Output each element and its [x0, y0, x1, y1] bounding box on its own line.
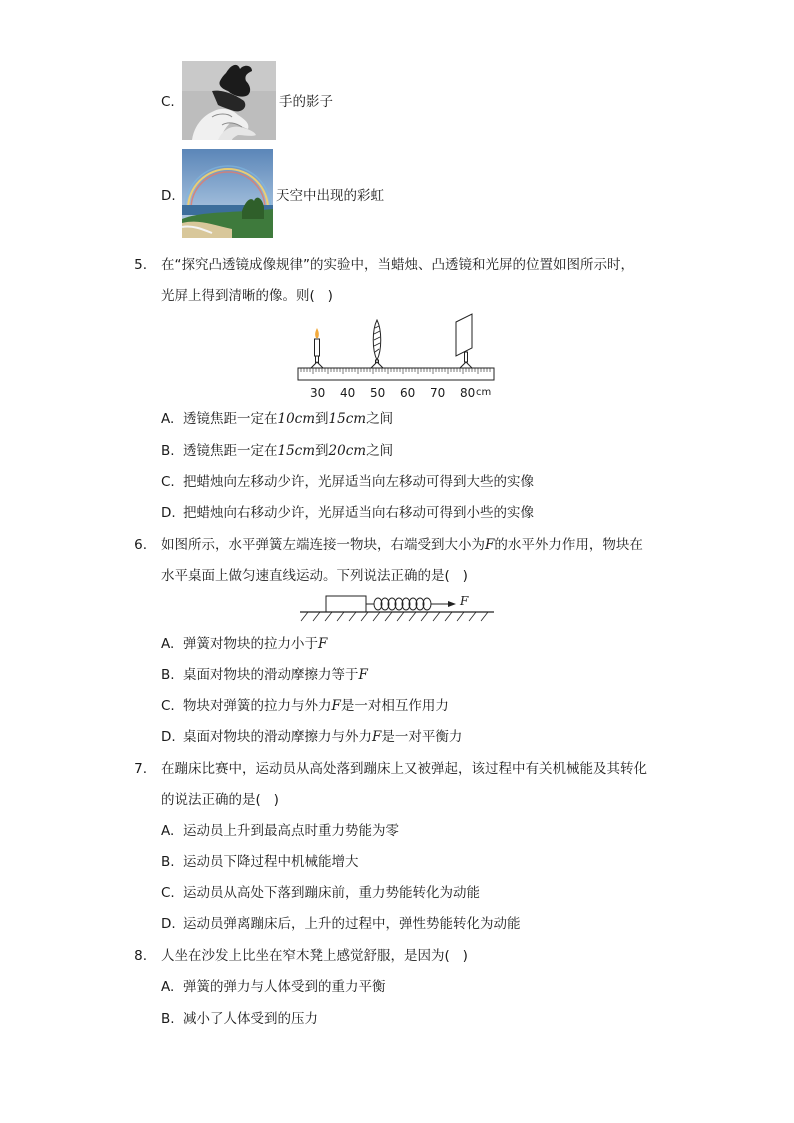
ruler-tick-label: 30	[310, 386, 326, 400]
question-number: 5.	[134, 257, 147, 273]
q4-option-c	[161, 92, 175, 112]
ruler-unit: cm	[476, 387, 492, 398]
q7-option-d: D. 运动员弹离蹦床后，上升的过程中，弹性势能转化为动能	[161, 916, 521, 932]
q5-option-d: D. 把蜡烛向右移动少许，光屏适当向右移动可得到小些的实像	[161, 505, 534, 521]
question-number: 7.	[134, 761, 147, 777]
q4-option-d-text: 天空中出现的彩虹	[276, 188, 384, 204]
q6-option-d: D. 桌面对物块的滑动摩擦力与外力F是一对平衡力	[161, 729, 463, 745]
q5-option-a: A. 透镜焦距一定在10cm到15cm之间	[161, 411, 394, 427]
spring-block-figure	[296, 590, 496, 624]
q6-option-b: B. 桌面对物块的滑动摩擦力等于F	[161, 667, 368, 683]
q5-stem-line2: 光屏上得到清晰的像。则( )	[161, 288, 333, 304]
question-number: 6.	[134, 537, 147, 553]
option-label: D.	[161, 188, 176, 204]
option-label: C.	[161, 94, 175, 110]
ruler-tick-label: 40	[340, 386, 356, 400]
q6-stem-line2: 水平桌面上做匀速直线运动。下列说法正确的是( )	[161, 568, 468, 584]
q7-stem-line1: 在蹦床比赛中，运动员从高处落到蹦床上又被弹起，该过程中有关机械能及其转化	[161, 761, 647, 777]
q8-stem-line1: 人坐在沙发上比坐在窄木凳上感觉舒服，是因为( )	[161, 948, 468, 964]
q7-option-a: A. 运动员上升到最高点时重力势能为零	[161, 823, 399, 839]
q5-stem-line1: 在“探究凸透镜成像规律”的实验中，当蜡烛、凸透镜和光屏的位置如图所示时，	[161, 257, 634, 273]
hand-shadow-image	[182, 61, 276, 140]
q7-option-b: B. 运动员下降过程中机械能增大	[161, 854, 359, 870]
q4-option-c-text: 手的影子	[279, 94, 333, 110]
question-number: 8.	[134, 948, 147, 964]
q4-option-d	[161, 186, 176, 206]
force-label: F	[460, 594, 469, 608]
ruler-tick-label: 80	[460, 386, 476, 400]
ruler-tick-label: 60	[400, 386, 416, 400]
q6-stem-line1: 如图所示，水平弹簧左端连接一物块，右端受到大小为F的水平外力作用，物块在	[161, 537, 643, 553]
q8-option-a: A. 弹簧的弹力与人体受到的重力平衡	[161, 979, 386, 995]
q6-option-c: C. 物块对弹簧的拉力与外力F是一对相互作用力	[161, 698, 449, 714]
rainbow-image	[182, 149, 273, 238]
optical-bench-figure	[296, 312, 496, 402]
q6-option-a: A. 弹簧对物块的拉力小于F	[161, 636, 328, 652]
ruler-tick-label: 50	[370, 386, 386, 400]
q5-option-c: C. 把蜡烛向左移动少许，光屏适当向左移动可得到大些的实像	[161, 474, 534, 490]
q5-option-b: B. 透镜焦距一定在15cm到20cm之间	[161, 443, 394, 459]
ruler-tick-label: 70	[430, 386, 446, 400]
q7-option-c: C. 运动员从高处下落到蹦床前，重力势能转化为动能	[161, 885, 480, 901]
q8-option-b: B. 减小了人体受到的压力	[161, 1011, 318, 1027]
q7-stem-line2: 的说法正确的是( )	[161, 792, 279, 808]
